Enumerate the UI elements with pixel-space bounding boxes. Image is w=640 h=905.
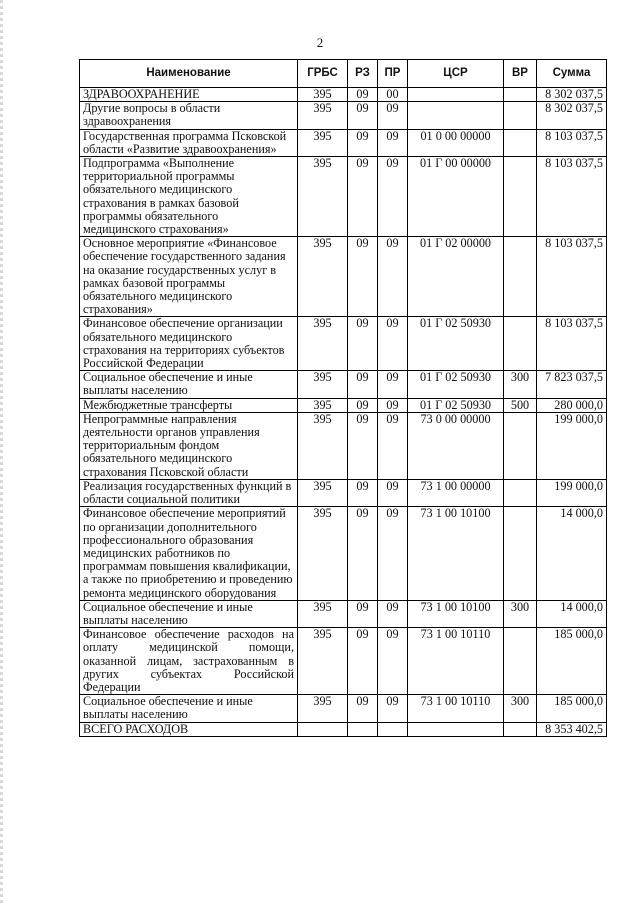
cell-pr: 09 xyxy=(378,507,408,600)
cell-vr: 500 xyxy=(504,398,537,412)
cell-rz: 09 xyxy=(348,479,378,506)
cell-rz: 09 xyxy=(348,695,378,722)
table-row xyxy=(80,237,607,317)
cell-name: Непрограммные направления деятельности органов управления территориальным фондом обязательного медицинского страхования Псковской области xyxy=(80,412,298,479)
cell-pr: 09 xyxy=(378,157,408,237)
header-csr: ЦСР xyxy=(408,60,504,88)
cell-sum: 199 000,0 xyxy=(537,479,607,506)
cell-grbs: 395 xyxy=(298,371,348,398)
header-grbs: ГРБС xyxy=(298,60,348,88)
cell-vr xyxy=(504,507,537,600)
cell-name: Межбюджетные трансферты xyxy=(80,398,298,412)
cell-grbs: 395 xyxy=(298,479,348,506)
cell-pr: 09 xyxy=(378,695,408,722)
header-row xyxy=(80,60,607,88)
cell-sum: 185 000,0 xyxy=(537,695,607,722)
cell-grbs: 395 xyxy=(298,628,348,695)
table-row xyxy=(80,628,607,695)
cell-vr: 300 xyxy=(504,695,537,722)
cell-rz: 09 xyxy=(348,102,378,129)
table-row xyxy=(80,157,607,237)
cell-pr: 09 xyxy=(378,412,408,479)
cell-csr: 73 0 00 00000 xyxy=(408,412,504,479)
cell-rz: 09 xyxy=(348,129,378,156)
cell-vr xyxy=(504,317,537,371)
table-row xyxy=(80,479,607,506)
cell-sum: 8 103 037,5 xyxy=(537,237,607,317)
cell-csr: 01 Г 02 50930 xyxy=(408,371,504,398)
cell-csr: 01 Г 02 00000 xyxy=(408,237,504,317)
cell-vr xyxy=(504,129,537,156)
cell-grbs: 395 xyxy=(298,695,348,722)
cell-vr xyxy=(504,157,537,237)
table-row xyxy=(80,398,607,412)
cell-name: Государственная программа Псковской области «Развитие здравоохранения» xyxy=(80,129,298,156)
cell-pr: 09 xyxy=(378,600,408,627)
cell-grbs: 395 xyxy=(298,102,348,129)
cell-pr: 09 xyxy=(378,317,408,371)
cell-rz: 09 xyxy=(348,398,378,412)
cell-pr xyxy=(378,722,408,736)
cell-sum: 199 000,0 xyxy=(537,412,607,479)
cell-sum: 7 823 037,5 xyxy=(537,371,607,398)
cell-grbs: 395 xyxy=(298,88,348,102)
table-row xyxy=(80,600,607,627)
cell-csr: 01 Г 00 00000 xyxy=(408,157,504,237)
cell-vr xyxy=(504,102,537,129)
cell-csr: 01 Г 02 50930 xyxy=(408,317,504,371)
cell-csr: 01 Г 02 50930 xyxy=(408,398,504,412)
header-name: Наименование xyxy=(80,60,298,88)
cell-vr xyxy=(504,479,537,506)
cell-grbs: 395 xyxy=(298,317,348,371)
cell-csr: 01 0 00 00000 xyxy=(408,129,504,156)
cell-rz: 09 xyxy=(348,600,378,627)
cell-sum: 280 000,0 xyxy=(537,398,607,412)
scan-edge-artifact xyxy=(0,0,3,905)
cell-vr xyxy=(504,412,537,479)
cell-pr: 09 xyxy=(378,398,408,412)
cell-rz: 09 xyxy=(348,412,378,479)
cell-vr xyxy=(504,628,537,695)
cell-sum: 14 000,0 xyxy=(537,600,607,627)
cell-grbs: 395 xyxy=(298,600,348,627)
cell-sum: 8 302 037,5 xyxy=(537,102,607,129)
table-row xyxy=(80,371,607,398)
cell-grbs: 395 xyxy=(298,237,348,317)
cell-sum: 8 353 402,5 xyxy=(537,722,607,736)
cell-name: Социальное обеспечение и иные выплаты населению xyxy=(80,695,298,722)
cell-rz: 09 xyxy=(348,157,378,237)
cell-name: Основное мероприятие «Финансовое обеспечение государственного задания на оказание государственных услуг в рамках базовой программы обязательного медицинского страхования» xyxy=(80,237,298,317)
cell-pr: 00 xyxy=(378,88,408,102)
cell-csr xyxy=(408,88,504,102)
cell-csr xyxy=(408,722,504,736)
cell-vr xyxy=(504,237,537,317)
header-vr: ВР xyxy=(504,60,537,88)
cell-vr: 300 xyxy=(504,600,537,627)
cell-rz: 09 xyxy=(348,88,378,102)
cell-rz: 09 xyxy=(348,628,378,695)
cell-name: Финансовое обеспечение расходов на оплату медицинской помощи, оказанной лицам, застрахованным в других субъектах Российской Федерации xyxy=(80,628,298,695)
cell-sum: 8 103 037,5 xyxy=(537,157,607,237)
table-row xyxy=(80,695,607,722)
cell-name: Подпрограмма «Выполнение территориальной программы обязательного медицинского страхования в рамках базовой программы обязательного медицинского страхования» xyxy=(80,157,298,237)
table-row xyxy=(80,88,607,102)
cell-csr xyxy=(408,102,504,129)
cell-pr: 09 xyxy=(378,237,408,317)
cell-vr: 300 xyxy=(504,371,537,398)
cell-grbs: 395 xyxy=(298,398,348,412)
page-number: 2 xyxy=(316,35,324,50)
cell-name: ВСЕГО РАСХОДОВ xyxy=(80,722,298,736)
header-sum: Сумма xyxy=(537,60,607,88)
cell-grbs: 395 xyxy=(298,412,348,479)
cell-rz: 09 xyxy=(348,371,378,398)
cell-vr xyxy=(504,722,537,736)
cell-pr: 09 xyxy=(378,479,408,506)
cell-rz: 09 xyxy=(348,507,378,600)
cell-name: Социальное обеспечение и иные выплаты населению xyxy=(80,371,298,398)
table-row xyxy=(80,317,607,371)
table-row xyxy=(80,129,607,156)
cell-pr: 09 xyxy=(378,371,408,398)
table-row xyxy=(80,507,607,600)
table-row xyxy=(80,102,607,129)
cell-sum: 8 103 037,5 xyxy=(537,129,607,156)
cell-grbs: 395 xyxy=(298,157,348,237)
cell-name: Реализация государственных функций в области социальной политики xyxy=(80,479,298,506)
cell-csr: 73 1 00 10100 xyxy=(408,600,504,627)
cell-name: Финансовое обеспечение мероприятий по организации дополнительного профессионального образования медицинских работников по программам повышения квалификации, а также по приобретению и проведению ремонта медицинского оборудования xyxy=(80,507,298,600)
cell-grbs: 395 xyxy=(298,507,348,600)
cell-name: Социальное обеспечение и иные выплаты населению xyxy=(80,600,298,627)
cell-pr: 09 xyxy=(378,628,408,695)
header-rz: РЗ xyxy=(348,60,378,88)
budget-table xyxy=(79,59,607,737)
table-row-total xyxy=(80,722,607,736)
cell-rz: 09 xyxy=(348,237,378,317)
cell-vr xyxy=(504,88,537,102)
cell-sum: 185 000,0 xyxy=(537,628,607,695)
cell-rz xyxy=(348,722,378,736)
header-pr: ПР xyxy=(378,60,408,88)
cell-pr: 09 xyxy=(378,129,408,156)
cell-name: Финансовое обеспечение организации обязательного медицинского страхования на территориях субъектов Российской Федерации xyxy=(80,317,298,371)
table-row xyxy=(80,412,607,479)
table-header xyxy=(80,60,607,88)
cell-name: ЗДРАВООХРАНЕНИЕ xyxy=(80,88,298,102)
cell-csr: 73 1 00 10110 xyxy=(408,628,504,695)
table-body xyxy=(80,88,607,737)
cell-grbs xyxy=(298,722,348,736)
cell-name: Другие вопросы в области здравоохранения xyxy=(80,102,298,129)
cell-grbs: 395 xyxy=(298,129,348,156)
cell-csr: 73 1 00 10100 xyxy=(408,507,504,600)
cell-rz: 09 xyxy=(348,317,378,371)
cell-csr: 73 1 00 00000 xyxy=(408,479,504,506)
cell-pr: 09 xyxy=(378,102,408,129)
cell-csr: 73 1 00 10110 xyxy=(408,695,504,722)
cell-sum: 8 302 037,5 xyxy=(537,88,607,102)
cell-sum: 8 103 037,5 xyxy=(537,317,607,371)
cell-sum: 14 000,0 xyxy=(537,507,607,600)
